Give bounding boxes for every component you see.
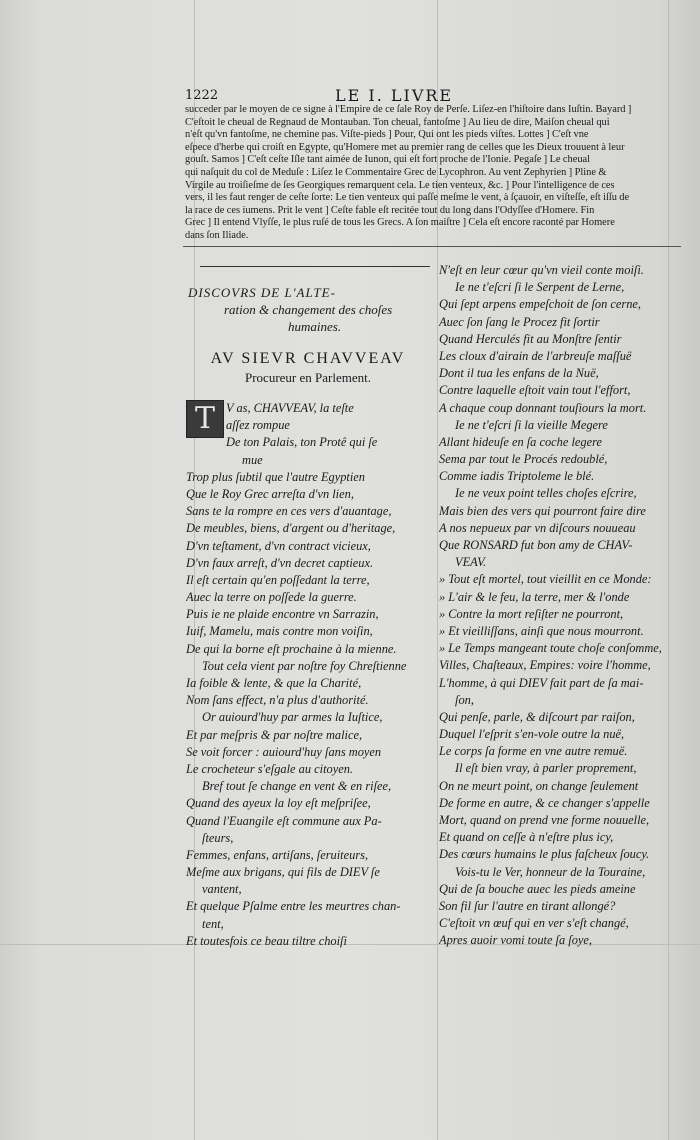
verse-line: L'homme, à qui DIEV fait part de ſa mai- [439,675,644,690]
verse-line: vantent, [202,882,242,897]
verse-line: » L'air & le feu, la terre, mer & l'onde [439,589,630,604]
verse-line: De ton Palais, ton Protê qui ſe [226,435,378,450]
verse-line: VEAV. [455,555,487,570]
verse-line: Auec la terre on poſſede la guerre. [186,590,357,605]
verse-line: mue [242,452,263,467]
title-line: ration & changement des choſes [224,302,393,317]
title-line: humaines. [288,319,342,334]
verse-line: De qui la borne eſt prochaine à la mienne. [186,641,397,656]
verse-line: Bref tout ſe change en vent & en riſee, [202,779,392,794]
verse-line: Et quand on ceſſe à n'eſtre plus icy, [439,830,614,845]
note-line: Virgile au troiſieſme de ſes Georgiques remarquent cela. Le tien venteux, &c. ] Pour l'intelligence de ces [185,179,615,191]
verse-line: Iuif, Mamelu, mais contre mon voiſin, [186,624,373,639]
verse-line: Ia foible & lente, & que la Charité, [186,676,362,690]
note-line: vers, il les faut renger de ceſte ſorte: Le tien venteux qui paſſe meſme le vent, à ſçauoir, en viſteſſe, eſt iſſu de [185,192,630,204]
verse-line: De meubles, biens, d'argent ou d'heritage, [186,521,396,536]
verse-line: Des cœurs humains le plus faſcheux ſoucy. [439,847,650,862]
drop-cap-initial: T [186,400,224,438]
left-column [186,262,430,950]
verse-line: Apres auoir vomi toute ſa ſoye, [439,933,593,948]
verse-line: Allant hideuſe en ſa coche legere [439,434,602,449]
verse-line: Mort, quand on prend vne forme nouuelle, [439,813,650,827]
verse-line: D'vn faux arreſt, d'vn decret captieux. [186,555,374,570]
discours-title [186,284,430,335]
note-line: eſpece d'herbe qui croiſt en Egypte, qu'Homere met au premier rang de celles que les Dieux trouuent à leur [185,141,625,153]
verse-line: tent, [202,916,224,931]
verse-line: Duquel l'eſprit s'en-vole outre la nuë, [439,727,625,742]
verse-line: Et quelque Pſalme entre les meurtres chan- [186,899,401,914]
dedication-heading: AV SIEVR CHAVVEAV [210,350,406,367]
verse-line: Quand l'Euangile eſt commune aux Pa- [186,813,382,828]
verse-line: » Le Temps mangeant toute choſe conſomme, [439,641,662,656]
verse-line: Contre laquelle eſtoit vain tout l'effort, [439,383,631,398]
left-verse-block [186,400,430,950]
verse-line: Nom ſans effect, n'a plus d'authorité. [186,693,369,708]
verse-line: » Contre la mort reſiſter ne pourront, [439,606,624,621]
verse-line: Le corps ſa forme en vne autre remuë. [439,744,628,759]
verse-line: Qui de ſa bouche auec les pieds ameine [439,881,636,896]
verse-line: Tout cela vient par noſtre foy Chreſtienne [202,658,407,673]
verse-line: Qui ſept arpens empeſchoit de ſon cerne, [439,297,641,312]
verse-line: On ne meurt point, on change ſeulement [439,778,639,793]
verse-line: A chaque coup donnant touſiours la mort. [439,400,647,415]
note-line: n'eſt qu'vn fantoſme, ne chemine pas. Viſte-pieds ] Pour, Qui ont les pieds viſtes. Lottes ] C'eſt vne [185,129,589,141]
verse-line: N'eſt en leur cœur qu'vn vieil conte moiſi. [439,263,644,277]
note-line: succeder par le moyen de ce signe à l'Empire de ce ſale Roy de Perſe. Liſez-en l'hiſtoire dans Iuſtin. Bayard ] [185,104,632,115]
note-line: dans ſon Iliade. [185,229,249,241]
verse-line: » Et vieilliſſans, ainſi que nous mourront. [439,623,644,638]
verse-line: Villes, Chaſteaux, Empires: voire l'homme, [439,658,651,673]
page-number: 1222 [185,88,219,103]
verse-line: Mais bien des vers qui pourront faire dire [439,503,646,518]
verse-line: Quand Herculés fit au Monſtre ſentir [439,331,622,346]
verse-line: Meſme aux brigans, qui fils de DIEV ſe [186,865,380,880]
verse-line: Et par meſpris & par noſtre malice, [186,727,363,742]
verse-line: Son fil ſur l'autre en tirant allongé? [439,898,616,913]
verse-line: Et toutesfois ce beau tiltre choiſi [186,933,347,948]
notes-divider [183,246,681,247]
verse-line: Sema par tout le Procés redoublé, [439,452,608,467]
verse-line: ſteurs, [202,830,234,845]
verse-line: Vois-tu le Ver, honneur de la Touraine, [455,864,646,879]
verse-line: Il eſt certain qu'en poſſedant la terre, [186,572,370,587]
verse-line: Auec ſon ſang le Procez fit ſortir [439,314,600,329]
verse-line: Ie ne t'eſcri ſi le Serpent de Lerne, [455,280,625,295]
verse-line: Puis ie ne plaide encontre vn Sarrazin, [186,607,379,622]
verse-line: Les cloux d'airain de l'arbreuſe maſſuë [439,348,632,363]
note-line: qui naſquit du col de Meduſe : Liſez le Commentaire Grec de Lycophron. Au vent Zephyrien ] Pline & [185,166,607,178]
verse-line: Ie ne t'eſcri ſi la vieille Megere [455,417,608,432]
verse-line: V as, CHAVVEAV, la teſte [226,401,354,415]
verse-line: Sans te la rompre en ces vers d'auantage, [186,504,392,519]
verse-line: aſſez rompue [226,418,290,433]
dedication [186,349,430,386]
verse-line: » Tout eſt mortel, tout vieillit en ce Monde: [439,572,652,587]
verse-line: Se voit forcer : auiourd'huy ſans moyen [186,744,382,759]
verse-line: Or auiourd'huy par armes la Iuſtice, [202,710,383,725]
verse-line: ſon, [455,692,474,707]
dedication-subheading: Procureur en Parlement. [245,370,371,385]
verse-line: Comme iadis Triptoleme le blé. [439,469,595,484]
verse-line: Femmes, enfans, artiſans, ſeruiteurs, [186,847,369,862]
verse-line: Que le Roy Grec arreſta d'vn lien, [186,486,354,501]
commentary-notes [185,104,681,243]
verse-line: Le crocheteur s'eſgale au citoyen. [186,761,354,776]
verse-line: Quand des ayeux la loy eſt meſpriſee, [186,796,371,811]
note-line: Grec ] Il entend Vlyſſe, le plus ruſé de tous les Grecs. A ſon maiſtre ] Cela eſt encore raconté par Homere [185,217,615,229]
verse-line: C'eſtoit vn œuf qui en ver s'eſt changé, [439,916,629,931]
verse-line: De forme en autre, & ce changer s'appelle [439,795,650,810]
verse-line: Qui penſe, parle, & diſcourt par raiſon, [439,709,635,724]
verse-line: D'vn teſtament, d'vn contract vicieux, [186,538,371,553]
verse-line: Ie ne veux point telles choſes eſcrire, [455,486,637,501]
note-line: la race de ces iumens. Prit le vent ] Ceſte fable eſt recitée tout du long dans l'Odyſſee d'Homere. Fin [185,204,595,216]
right-column [439,262,689,950]
verse-line: Il eſt bien vray, à parler proprement, [455,761,637,776]
verse-line: A nos nepueux par vn diſcours nouueau [439,520,636,535]
note-line: gouſt. Samos ] C'eſt ceſte Iſle tant aimée de Iunon, qui eſt fort proche de l'Ionie. Pegaſe ] Le cheual [185,154,591,166]
verse-line: Trop plus ſubtil que l'autre Egyptien [186,469,365,484]
verse-line: Dont il tua les enfans de la Nuë, [439,366,599,381]
verse-line: Que RONSARD fut bon amy de CHAV- [439,538,633,552]
right-verse-block [439,262,689,950]
title-line: DISCOVRS DE L'ALTE- [188,285,336,300]
running-title: LE I. LIVRE [335,86,454,105]
note-line: C'eſtoit le cheual de Regnaud de Montauban. Ton cheual, fantoſme ] Au lieu de dire, Maiſon cheual qui [185,116,610,128]
